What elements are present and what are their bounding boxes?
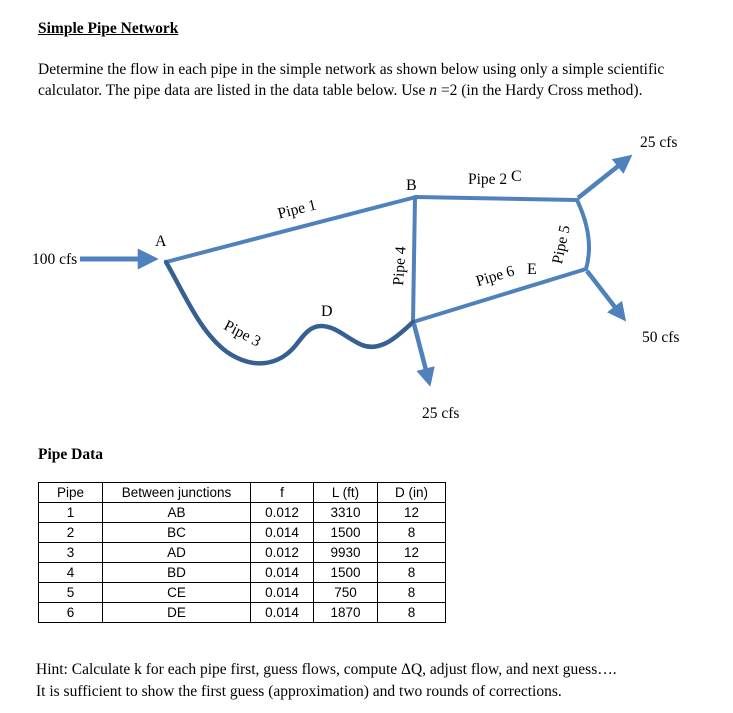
node-label-e: E xyxy=(527,261,537,278)
table-row xyxy=(39,503,446,523)
hint-text xyxy=(36,659,617,703)
table-cell: CE xyxy=(103,583,251,603)
table-cell: 2 xyxy=(39,523,103,543)
table-cell: BD xyxy=(103,563,251,583)
column-header-diameter: D (in) xyxy=(378,483,446,503)
table-cell: 0.014 xyxy=(251,523,314,543)
outflow-right-arrow xyxy=(587,271,618,311)
page-title: Simple Pipe Network xyxy=(38,20,179,37)
outflow-right-label: 50 cfs xyxy=(642,329,680,346)
table-cell: AB xyxy=(103,503,251,523)
table-cell: 8 xyxy=(378,603,446,623)
pipe-data-table xyxy=(38,482,446,623)
table-cell: 0.012 xyxy=(251,543,314,563)
table-cell: 0.014 xyxy=(251,603,314,623)
outflow-bottom-label: 25 cfs xyxy=(422,405,460,422)
outflow-bottom-arrow xyxy=(414,324,427,374)
table-cell: 4 xyxy=(39,563,103,583)
column-header-pipe: Pipe xyxy=(39,483,103,503)
table-cell: 5 xyxy=(39,583,103,603)
table-cell: 9930 xyxy=(314,543,378,563)
table-cell: 8 xyxy=(378,563,446,583)
table-cell: 0.012 xyxy=(251,503,314,523)
node-label-c: C xyxy=(511,168,522,185)
table-cell: BC xyxy=(103,523,251,543)
pipe-3-label: Pipe 3 xyxy=(221,317,264,351)
pipe-4-label: Pipe 4 xyxy=(390,245,410,287)
intro-variable-n: n xyxy=(429,82,437,99)
column-header-junctions: Between junctions xyxy=(103,483,251,503)
intro-line-2-pre: calculator. The pipe data are listed in the data table below. Use xyxy=(38,82,430,99)
pipe-3-line xyxy=(166,262,413,363)
table-cell: 0.014 xyxy=(251,563,314,583)
intro-line-2-post: =2 (in the Hardy Cross method). xyxy=(436,82,643,99)
pipe-2-line xyxy=(416,197,577,200)
pipe-2-label: Pipe 2 xyxy=(468,171,508,188)
table-cell: DE xyxy=(103,603,251,623)
pipe-1-label: Pipe 1 xyxy=(276,196,319,223)
table-header-row xyxy=(39,483,446,503)
table-cell: 8 xyxy=(378,583,446,603)
pipe-network-drawing xyxy=(0,118,733,433)
table-cell: 0.014 xyxy=(251,583,314,603)
pipe-4-line xyxy=(413,197,415,322)
table-cell: 1870 xyxy=(314,603,378,623)
outflow-top-label: 25 cfs xyxy=(640,134,678,151)
table-cell: 1500 xyxy=(314,523,378,543)
hint-line-1: Hint: Calculate k for each pipe first, guess flows, compute ΔQ, adjust flow, and next guess…. xyxy=(36,661,617,678)
pipe-network-diagram xyxy=(0,118,733,433)
table-cell: 750 xyxy=(314,583,378,603)
table-cell: 12 xyxy=(378,543,446,563)
table-row xyxy=(39,563,446,583)
table-row xyxy=(39,543,446,563)
intro-paragraph xyxy=(38,59,664,101)
pipe-data-heading: Pipe Data xyxy=(38,446,104,463)
inflow-label: 100 cfs xyxy=(32,251,78,268)
intro-line-1: Determine the flow in each pipe in the simple network as shown below using only a simple scientific xyxy=(38,61,665,78)
table-cell: 6 xyxy=(39,603,103,623)
table-row xyxy=(39,523,446,543)
table-cell: 12 xyxy=(378,503,446,523)
table-row xyxy=(39,583,446,603)
node-label-b: B xyxy=(406,177,417,194)
outflow-top-arrow xyxy=(578,163,622,198)
table-cell: AD xyxy=(103,543,251,563)
table-cell: 1 xyxy=(39,503,103,523)
node-label-a: A xyxy=(155,233,167,250)
column-header-length: L (ft) xyxy=(314,483,378,503)
table-cell: 1500 xyxy=(314,563,378,583)
table-cell: 8 xyxy=(378,523,446,543)
pipe-5-label: Pipe 5 xyxy=(549,223,574,266)
column-header-f: f xyxy=(251,483,314,503)
intro-line-2 xyxy=(38,80,664,101)
hint-line-2: It is sufficient to show the first guess (approximation) and two rounds of corrections. xyxy=(36,683,562,700)
pipe-6-label: Pipe 6 xyxy=(474,262,517,291)
pipe-5-line xyxy=(577,200,589,269)
table-row xyxy=(39,603,446,623)
table-cell: 3310 xyxy=(314,503,378,523)
table-cell: 3 xyxy=(39,543,103,563)
node-label-d: D xyxy=(321,303,333,320)
